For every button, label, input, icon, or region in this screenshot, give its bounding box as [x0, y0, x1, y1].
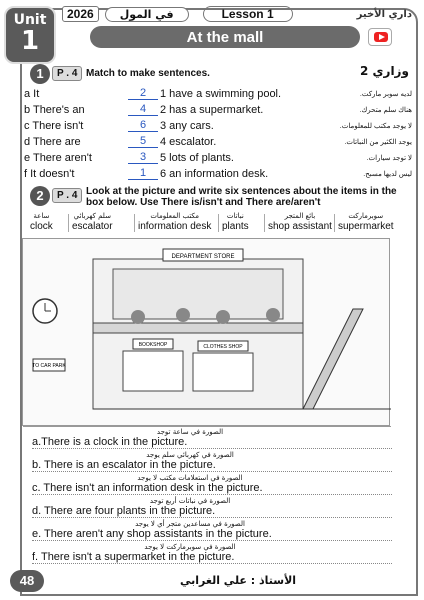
section-1-number: 1 — [30, 64, 50, 84]
section-2-instruction: Look at the picture and write six sentences about the items in the box below. Use There is/isn't and There are/aren't — [86, 186, 397, 208]
vocab-item — [72, 212, 113, 232]
unit-number: 1 — [20, 26, 40, 56]
match-arabic: ليس لديها مسبح. — [363, 171, 412, 178]
match-answer[interactable]: 2 — [128, 88, 158, 100]
svg-text:BOOKSHOP: BOOKSHOP — [138, 342, 168, 348]
vocab-divider — [218, 214, 219, 232]
vocab-english: information desk — [138, 221, 212, 232]
vocab-item — [138, 212, 211, 232]
publisher-logo: داري الأخير — [356, 8, 412, 20]
section-1-instruction: Match to make sentences. — [86, 68, 210, 79]
answer-arabic: الصورة في نباتات أربع توجد — [149, 497, 231, 505]
section-1-page-ref: P . 4 — [52, 66, 82, 81]
match-left: a It — [24, 88, 40, 100]
match-answer[interactable]: 4 — [128, 104, 158, 116]
match-answer[interactable]: 5 — [128, 136, 158, 148]
answer-line[interactable]: d. There are four plants in the picture. — [32, 505, 392, 518]
answer-line[interactable]: b. There is an escalator in the picture. — [32, 459, 392, 472]
vocab-arabic: بائع المتجر — [284, 212, 316, 220]
youtube-icon[interactable] — [368, 28, 392, 46]
match-right: 4 escalator. — [160, 136, 217, 148]
match-right: 2 has a supermarket. — [160, 104, 264, 116]
answer-line[interactable]: e. There aren't any shop assistants in the picture. — [32, 528, 392, 541]
answer-line[interactable]: a.There is a clock in the picture. — [32, 436, 392, 449]
match-answer[interactable]: 6 — [128, 120, 158, 132]
match-left: e There aren't — [24, 152, 92, 164]
match-right: 5 lots of plants. — [160, 152, 234, 164]
year-label: 2026 — [62, 6, 99, 22]
svg-text:CLOTHES SHOP: CLOTHES SHOP — [203, 344, 243, 350]
vocab-divider — [68, 214, 69, 232]
answer-line[interactable]: f. There isn't a supermarket in the picture. — [32, 551, 392, 564]
unit-label: Unit — [13, 12, 47, 28]
page-number: 48 — [10, 570, 44, 592]
match-arabic: لا توجد سيارات. — [366, 155, 412, 162]
vocab-english: supermarket — [338, 221, 394, 232]
match-answer[interactable]: 3 — [128, 152, 158, 164]
section-2-page-ref: P . 4 — [52, 188, 82, 203]
page-title: At the mall — [186, 28, 264, 46]
vocab-arabic: مكتب المعلومات — [150, 212, 200, 220]
match-left: d There are — [24, 136, 81, 148]
svg-text:TO CAR PARK: TO CAR PARK — [32, 363, 66, 369]
vocab-arabic: ساعة — [33, 212, 50, 220]
answer-arabic: الصورة في مساعدين متجر أي لا يوجد — [135, 520, 245, 528]
answer-line[interactable]: c. There isn't an information desk in the picture. — [32, 482, 392, 495]
match-arabic: يوجد الكثير من النباتات. — [344, 139, 412, 146]
match-row — [24, 136, 416, 150]
unit-badge — [4, 6, 56, 64]
match-answer[interactable]: 1 — [128, 168, 158, 180]
svg-text:DEPARTMENT STORE: DEPARTMENT STORE — [171, 254, 235, 260]
vocab-item — [338, 212, 394, 232]
vocab-divider — [264, 214, 265, 232]
section-2-number: 2 — [30, 186, 50, 206]
page-title-bar — [90, 26, 360, 48]
arabic-title: في المول — [105, 7, 189, 22]
match-row — [24, 152, 416, 166]
match-row — [24, 168, 416, 182]
match-right: 6 an information desk. — [160, 168, 269, 180]
match-right: 3 any cars. — [160, 120, 214, 132]
teacher-name: الأستاذ : علي الغرابي — [180, 574, 297, 587]
vocab-english: shop assistant — [268, 221, 332, 232]
match-right: 1 have a swimming pool. — [160, 88, 282, 100]
mall-drawing — [23, 239, 391, 427]
vocab-item — [268, 212, 332, 232]
match-row — [24, 120, 416, 134]
vocab-english: escalator — [72, 221, 113, 232]
vocab-arabic: سوبرماركت — [348, 212, 384, 220]
match-row — [24, 104, 416, 118]
vocab-divider — [334, 214, 335, 232]
match-left: c There isn't — [24, 120, 84, 132]
vocab-arabic: نباتات — [226, 212, 244, 220]
lesson-label: Lesson 1 — [203, 6, 293, 22]
match-left: b There's an — [24, 104, 85, 116]
answer-arabic: الصورة في استعلامات مكتب لا يوجد — [137, 474, 243, 482]
vocab-divider — [134, 214, 135, 232]
match-row — [24, 88, 416, 102]
vocab-arabic: سلم كهربائي — [73, 212, 111, 220]
vocab-english: plants — [222, 221, 249, 232]
match-arabic: هناك سلم متحرك. — [359, 107, 412, 114]
answer-arabic: الصورة في ساعة توجد — [156, 428, 224, 436]
escalator — [303, 309, 363, 409]
answer-arabic: الصورة في كهربائي سلم يوجد — [146, 451, 234, 459]
vocab-english: clock — [30, 221, 53, 232]
vocab-item — [222, 212, 249, 232]
answer-arabic: الصورة في سوبرماركت لا يوجد — [144, 543, 236, 551]
match-arabic: لديه سوبر ماركت. — [359, 91, 412, 98]
match-left: f It doesn't — [24, 168, 75, 180]
vocab-item — [30, 212, 53, 232]
wizari-label: وزاري 2 — [360, 64, 409, 78]
mall-illustration — [22, 238, 390, 426]
header-row — [62, 4, 412, 24]
match-arabic: لا يوجد مكتب للمعلومات. — [339, 123, 412, 130]
